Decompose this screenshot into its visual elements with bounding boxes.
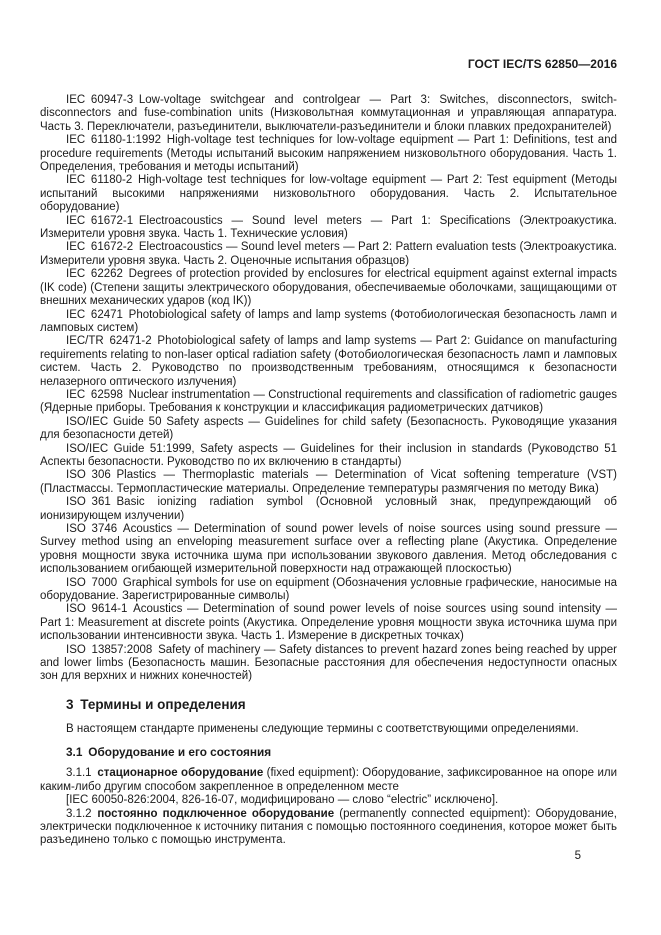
reference-item: IEC 61180-1:1992 High-voltage test techniques for low-voltage equipment — Part 1: Definitions, test and procedure requirements (Методы испытаний высоким напряжением низковольтного оборудования. Часть 1. Определения, требования и методы испытаний) — [40, 134, 617, 174]
terms-definitions-list — [40, 767, 617, 847]
section-3-intro: В настоящем стандарте применены следующие термины с соответствующими определениями. — [66, 722, 579, 735]
reference-item: ISO 9614-1 Acoustics — Determination of sound power levels of noise sources using sound intensity — Part 1: Measurement at discrete points (Акустика. Определение уровня мощности звука источника шума при использовании интенсивности звука. Часть 1. Измерение в дискретных точках) — [40, 603, 617, 643]
term-definition — [40, 808, 617, 848]
reference-item: IEC 62262 Degrees of protection provided by enclosures for electrical equipment against external impacts (IK code) (Степени защиты электрического оборудования, обеспечиваемые оболочками, защищающими от внешних механических ударов (код IK)) — [40, 268, 617, 308]
reference-item: IEC/TR 62471-2 Photobiological safety of lamps and lamp systems — Part 2: Guidance on manufacturing requirements relating to non-laser optical radiation safety (Фотобиологическая безопасность ламп и ламповых систем. Часть 2. Руководство по производственным требованиям, относящимся к безопасности нелазерного оптического излучения) — [40, 335, 617, 388]
reference-item: ISO 3746 Acoustics — Determination of sound power levels of noise sources using sound pressure — Survey method using an enveloping measurement surface over a reflecting plane (Акустика. Определение уровня мощности звука источника шума при использовании звукового давления. Метод обследования с использованием огибающей измерительной поверхности над отражающей плоскостью) — [40, 523, 617, 576]
subsection-3-1-heading: 3.1 Оборудование и его состояния — [66, 745, 272, 760]
reference-item: IEC 61672-2 Electroacoustics — Sound level meters — Part 2: Pattern evaluation tests (Электроакустика. Измерители уровня звука. Часть 2. Оценочные испытания образцов) — [40, 241, 617, 267]
term-number: 3.1.1 — [66, 767, 98, 780]
page-number: 5 — [574, 849, 581, 862]
reference-item: ISO 306 Plastics — Thermoplastic materials — Determination of Vicat softening temperature (VST) (Пластмассы. Термопластические материалы. Определение температуры размягчения по методу Вика) — [40, 469, 617, 495]
term-number: 3.1.2 — [66, 807, 98, 820]
reference-item: ISO 361 Basic ionizing radiation symbol (Основной условный знак, предупреждающий об ионизирующем излучении) — [40, 496, 617, 522]
reference-item: IEC 61180-2 High-voltage test techniques for low-voltage equipment — Part 2: Test equipment (Методы испытаний высокими напряжениями низковольтного оборудования. Часть 2. Испытательное оборудование) — [40, 174, 617, 214]
reference-item: IEC 62598 Nuclear instrumentation — Constructional requirements and classification of radiometric gauges (Ядерные приборы. Требования к конструкции и классификация радиометрических датчиков) — [40, 388, 617, 415]
reference-item: IEC 61672-1 Electroacoustics — Sound level meters — Part 1: Specifications (Электроакустика. Измерители уровня звука. Часть 1. Технические условия) — [40, 214, 617, 241]
term-name: постоянно подключенное оборудование — [97, 807, 335, 820]
normative-references-list — [40, 94, 617, 684]
section-3-heading: 3 Термины и определения — [66, 696, 246, 712]
term-name: стационарное оборудование — [97, 767, 264, 780]
reference-item: ISO/IEC Guide 51:1999, Safety aspects — Guidelines for their inclusion in standards (Руководство 51 Аспекты безопасности. Руководство по их включению в стандарты) — [40, 442, 617, 468]
term-source-note: [IEC 60050-826:2004, 826-16-07, модифицировано — слово “electric” исключено]. — [66, 794, 499, 807]
term-text: (permanently connected equipment): Оборудование, электрически подключенное к источнику питания с помощью постоянного соединения, которое может быть разъединено только с помощью инструмента. — [40, 807, 617, 847]
running-header: ГОСТ IEC/TS 62850—2016 — [467, 57, 617, 71]
reference-item: ISO 7000 Graphical symbols for use on equipment (Обозначения условные графические, наносимые на оборудование. Зарегистрированные символы) — [40, 576, 617, 603]
reference-item: IEC 62471 Photobiological safety of lamps and lamp systems (Фотобиологическая безопасность ламп и ламповых систем) — [40, 308, 617, 334]
reference-item: ISO/IEC Guide 50 Safety aspects — Guidelines for child safety (Безопасность. Руководящие указания для безопасности детей) — [40, 415, 617, 442]
term-text: (fixed equipment): Оборудование, зафиксированное на опоре или каким-либо другим способом закрепленное в определенном месте — [40, 767, 618, 793]
term-definition — [40, 767, 617, 794]
reference-item: ISO 13857:2008 Safety of machinery — Safety distances to prevent hazard zones being reached by upper and lower limbs (Безопасность машин. Безопасные расстояния для обеспечения недоступности опасных зон для верхних и нижних конечностей) — [40, 643, 617, 683]
reference-item: IEC 60947-3 Low-voltage switchgear and controlgear — Part 3: Switches, disconnectors, switch-disconnectors and fuse-combination units (Низковольтная коммутационная и управляющая аппаратура. Часть 3. Переключатели, разъединители, выключатели-разъединители и блоки плавких предохранителей) — [40, 94, 617, 133]
